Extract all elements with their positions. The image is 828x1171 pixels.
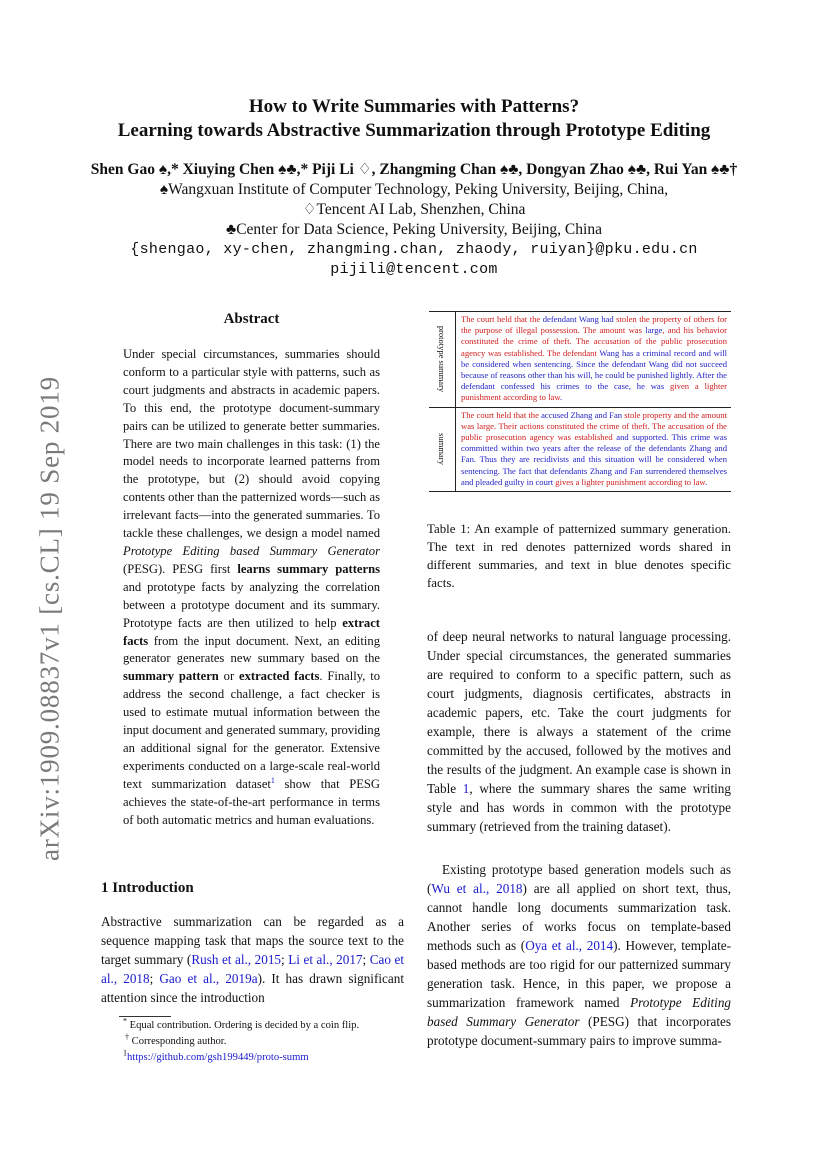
introduction-paragraph-right-1: of deep neural networks to natural language processing. Under special circumstances, the generated summaries are required to conform to a specific pattern, such as court judgments, diagnosis certificates, abstracts in academic papers, etc. Take the court judgments for example, there is always a statement of the crime committed by the accused, followed by the motives and the results of the judgment. An example case is shown in Table 1, where the summary shares the same writing style and has words in common with the prototype summary (retrieved from the training dataset). xyxy=(427,629,731,834)
section-introduction-heading: 1 Introduction xyxy=(101,880,194,896)
table-row-summary xyxy=(429,407,731,491)
arxiv-identifier: arXiv:1909.08837v1 [cs.CL] 19 Sep 2019 xyxy=(34,376,65,861)
introduction-paragraph-right-2: Existing prototype based generation models such as (Wu et al., 2018) are all applied on short text, thus, cannot handle long documents summarization task. Another series of works focus on template-based methods such as (Oya et al., 2014). However, template-based methods are too rigid for our patternized summary generation task. Hence, in this paper, we propose a summarization framework named Prototype Editing based Summary Generator (PESG) that incorporates prototype document-summary pairs to improve summa- xyxy=(427,862,732,1048)
row-label-summary: summary xyxy=(429,408,456,491)
paper-title-line1: How to Write Summaries with Patterns? xyxy=(248,96,580,117)
affiliation-tencent: ♢Tencent AI Lab, Shenzhen, China xyxy=(302,201,526,218)
abstract-text: Under special circumstances, summaries should conform to a particular style with patterns, such as court judgments and abstracts in academic papers. To this end, the prototype document-summary pairs can be utilized to generate better summaries. There are two main challenges in this task: (1) the model needs to incorporate learned patterns from the prototype, but (2) should avoid copying contents other than the patternized words—such as irrelevant facts—into the generated summaries. To tackle these challenges, we design a model named Prototype Editing based Summary Generator (PESG). PESG first learns summary patterns and prototype facts by analyzing the correlation between a prototype document and its summary. Prototype facts are then utilized to help extract facts from the input document. Next, an editing generator generates new summary based on the summary pattern or extracted facts. Finally, to address the second challenge, a fact checker is used to estimate mutual information between the input document and generated summary, providing an additional signal for the generator. Extensive experiments conducted on a large-scale real-world text summarization dataset$^1$ show that PESG achieves the state-of-the-art performance in terms of both automatic metrics and human evaluations. xyxy=(123,347,381,827)
prototype-summary-text: The court held that the defendant Wang had stolen the property of others for the purpose of illegal possession. The amount was large, and his behavior constituted the crime of theft. The accusation of the public prosecution agency was established. The defendant Wang has a criminal record and will be considered when sentencing. Since the defendant Wang did not succeed because of reasons other than his will, he could be punished lightly. After the defendant confessed his crimes to the case, he was given a lighter punishment according to law. xyxy=(461,314,728,403)
table-1-caption: Table 1: An example of patternized summary generation. The text in red denotes patternized words shared in different summaries, and text in blue denotes specific facts. xyxy=(427,522,731,590)
paper-title-line2: Learning towards Abstractive Summarization through Prototype Editing xyxy=(117,120,711,141)
footnote-corresponding-author: † Corresponding author. xyxy=(125,1032,227,1047)
table-1 xyxy=(429,311,731,492)
footnote-github-link[interactable]: $^1$https://github.com/gsh199449/proto-summ xyxy=(123,1048,309,1063)
affiliation-pku-cds: ♣Center for Data Science, Peking University, Beijing, China xyxy=(226,221,602,238)
summary-text: The court held that the accused Zhang and Fan stole property and the amount was large. Their actions constituted the crime of theft. The accusation of the public prosecution agency was established and supported. This crime was committed within two years after the release of the defendants Zhang and Fan. Thus they are recidivists and this situation will be considered when sentencing. The fact that defendants Zhang and Fan surrendered themselves and pleaded guilty in court gives a lighter punishment according to law. xyxy=(461,409,727,487)
author-list: Shen Gao ♠,* Xiuying Chen ♠♣,* Piji Li ♢, Zhangming Chan ♠♣, Dongyan Zhao ♠♣, Rui Yan ♠♣† xyxy=(90,161,738,178)
abstract-heading: Abstract xyxy=(223,311,280,327)
row-label-prototype-summary: prototype summary xyxy=(429,312,456,407)
affiliation-pku-wangxuan: ♠Wangxuan Institute of Computer Technology, Peking University, Beijing, China, xyxy=(159,181,669,198)
introduction-paragraph-left: Abstractive summarization can be regarded as a sequence mapping task that maps the source text to the target summary (Rush et al., 2015; Li et al., 2017; Cao et al., 2018; Gao et al., 2019a). It has drawn significant attention since the introduction xyxy=(101,914,405,1005)
footnote-equal-contribution: * Equal contribution. Ordering is decided by a coin flip. xyxy=(123,1016,360,1031)
email-list-pku: {shengao, xy-chen, zhangming.chan, zhaody, ruiyan}@pku.edu.cn xyxy=(130,241,698,258)
table-row-prototype-summary xyxy=(429,312,731,407)
email-tencent: pijili@tencent.com xyxy=(330,261,498,278)
